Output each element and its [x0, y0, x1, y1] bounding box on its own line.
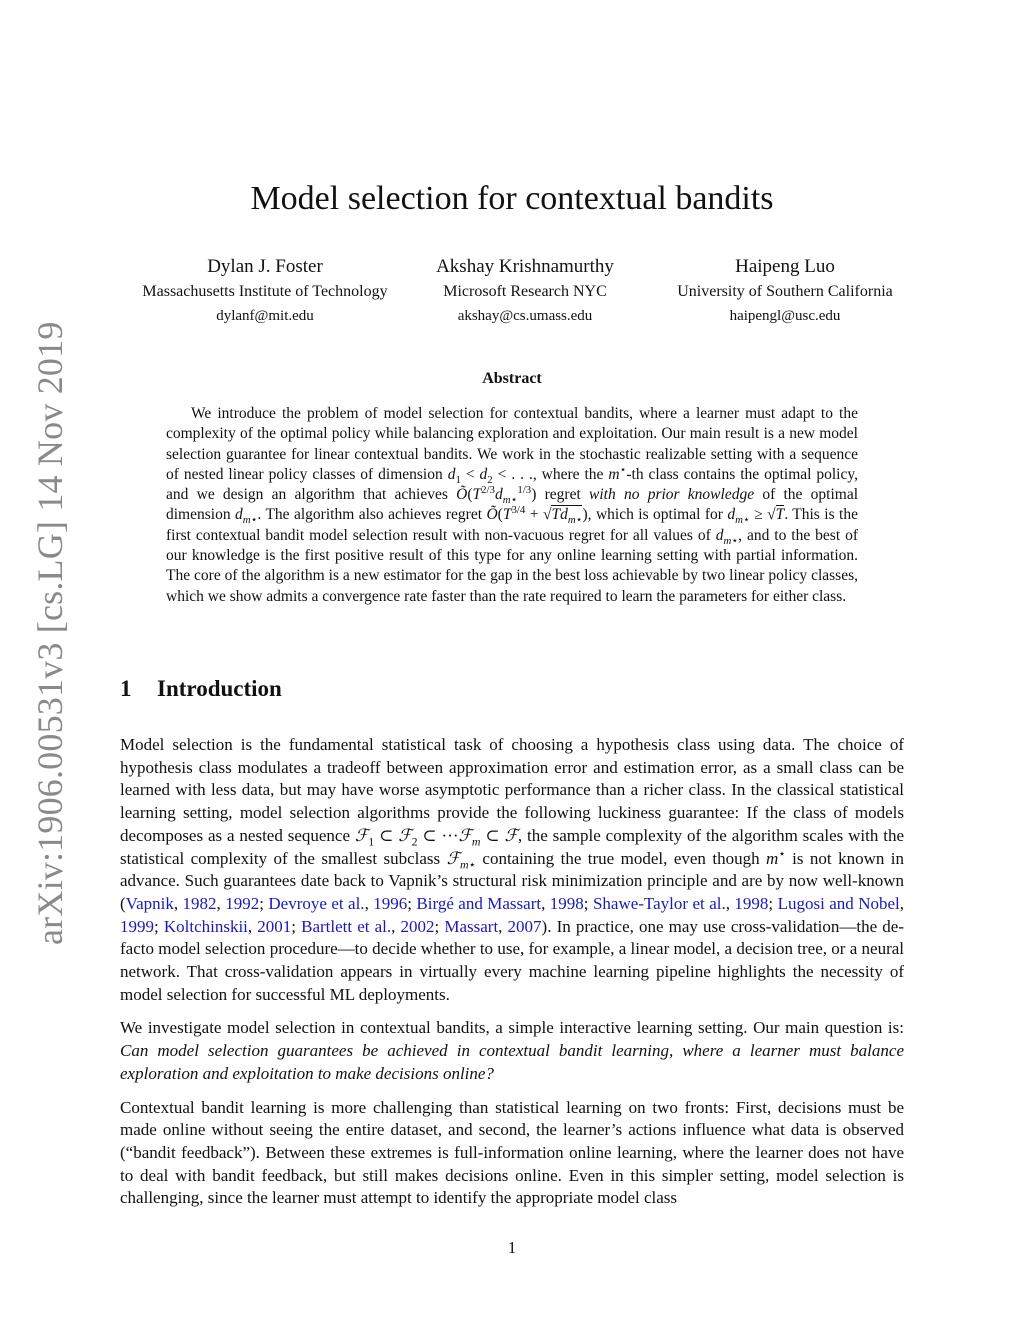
author-2 [410, 254, 640, 328]
citation-link[interactable]: 1992 [225, 893, 260, 913]
section-heading [120, 676, 282, 702]
citation-link[interactable]: 1998 [734, 893, 769, 913]
author-affiliation: Microsoft Research NYC [443, 283, 607, 300]
citation-link[interactable]: 2002 [400, 916, 435, 936]
paragraph: Contextual bandit learning is more challenging than statistical learning on two fronts: First, decisions must be made online without seeing the entire dataset, and second, the learner’s actions influence what data is observed (“bandit feedback”). Between these extremes is full-information online learning, where the learner does not have to deal with bandit feedback, but still makes decisions online. Even in this simpler setting, model selection is challenging, since the learner must attempt to identify the appropriate model class [120, 1097, 904, 1208]
citation-link[interactable]: Devroye et al. [268, 893, 365, 913]
citation-link[interactable]: Birgé and Massart [416, 893, 542, 913]
math-inline: d [715, 526, 724, 544]
paragraph: Model selection is the fundamental statistical task of choosing a hypothesis class using data. The choice of hypothesis class modulates a tradeoff between approximation error and estimation error, as a small class can be learned with less data, but may have worse asymptotic performance than a richer class. In the classical statistical learning setting, model selection algorithms provide the following luckiness guarantee: If the class of models decomposes as a nested sequence ℱ$_1$ ⊂ ℱ$_2$ ⊂ ···ℱ$_m$ ⊂ ℱ, the sample complexity of the algorithm scales with the statistical complexity of the smallest subclass ℱ$_{m⋆}$ containing the true model, even though m⋆ is not known in advance. Such guarantees date back to Vapnik’s structural risk minimization principle and are by now well-known (Vapnik, 1982, 1992; Devroye et al., 1996; Birgé and Massart, 1998; Shawe-Taylor et al., 1998; Lugosi and Nobel, 1999; Koltchinskii, 2001; Bartlett et al., 2002; Massart, 2007). In practice, one may use cross-validation—the de-facto model selection procedure—to decide whether to use, for example, a linear model, a decision tree, or a neural network. That cross-validation appears in virtually every machine learning pipeline highlights the necessity of model selection for successful ML deployments. [120, 735, 905, 1004]
author-email: akshay@cs.umass.edu [457, 308, 593, 324]
author-name: Haipeng Luo [735, 256, 835, 277]
citation-link[interactable]: Lugosi and Nobel [777, 893, 900, 913]
citation-link[interactable]: 1982 [182, 893, 217, 913]
text-run: We investigate model selection in contextual bandits, a simple interactive learning setting. Our main question is: [120, 1018, 904, 1038]
introduction-body [120, 734, 904, 1221]
math-inline: d [235, 506, 243, 524]
abstract-sentence: of the optimal dimension [166, 486, 859, 524]
citation-link[interactable]: 2001 [257, 916, 292, 936]
citation-link[interactable]: Shawe-Taylor et al. [592, 893, 726, 913]
citation-link[interactable]: 1998 [549, 893, 584, 913]
author-name: Akshay Krishnamurthy [436, 256, 614, 277]
citation-link[interactable]: 1996 [373, 893, 408, 913]
abstract-text: We introduce the problem of model selection for contextual bandits, where a learner must adapt to the complexity of the optimal policy while balancing exploration and exploitation. Our main result is a new model selection guarantee for linear contextual bandits. We work in the stochastic realizable setting with a sequence of nested linear policy classes of dimension $d_1 < d_2$ < . . ., where the m⋆-th class contains the optimal policy, and we design an algorithm that achieves $Õ(T^{2/3}d_{m⋆}^{1/3})$ regret with no prior knowledge of the optimal dimension $d_{m⋆}$. The algorithm also achieves regret $Õ(T^{3/4} + √Td_{m⋆})$, which is optimal for $d_{m⋆} \ge √T$. This is the first contextual bandit model selection result with non-vacuous regret for all values of $d_{m⋆}$, and to the best of our knowledge is the first positive result of this type for any online learning setting with partial information. The core of the algorithm is a new estimator for the gap in the best loss achievable by two linear policy classes, which we show admits a convergence rate faster than the rate required to learn the parameters for either class. [166, 405, 859, 605]
text-run: , the sample complexity of the algorithm scales with the statistical complexity of the smallest subclass [120, 825, 904, 868]
math-inline: m [766, 848, 779, 868]
author-3 [650, 254, 920, 328]
math-inline: ℱ [446, 848, 460, 868]
citation-link[interactable]: Bartlett et al. [301, 916, 392, 936]
abstract-sentence: -th class contains the optimal policy, and we design an algorithm that achieves [166, 465, 858, 504]
citation-link[interactable]: Koltchinskii [163, 916, 248, 936]
math-inline: ℱ [354, 825, 369, 845]
paper-title: Model selection for contextual bandits [250, 180, 774, 217]
abstract-sentence: regret [536, 486, 590, 504]
author-block [120, 254, 910, 334]
math-inline: d [447, 465, 456, 483]
citation-link[interactable]: Vapnik [125, 893, 174, 913]
citation-link[interactable]: 1999 [120, 916, 154, 936]
paragraph [120, 1017, 904, 1085]
arxiv-identifier: arXiv:1906.00531v3 [cs.LG] 14 Nov 2019 [30, 321, 70, 945]
abstract-sentence: . The algorithm also achieves regret [257, 506, 487, 524]
abstract-heading: Abstract [482, 370, 542, 387]
math-inline: $d_{m⋆} \ge √T$ [727, 506, 785, 527]
author-name: Dylan J. Foster [207, 256, 323, 277]
math-inline: $Õ(T^{2/3}d_{m⋆}^{1/3})$ [456, 484, 537, 507]
main-question: Can model selection guarantees be achieved in contextual bandit learning, where a learner must balance exploration and exploitation to make decisions online? [120, 1041, 904, 1083]
abstract-sentence: , where the [532, 465, 609, 483]
author-1 [120, 254, 410, 328]
author-email: haipengl@usc.edu [729, 308, 841, 324]
citation-link[interactable]: Massart [444, 916, 499, 936]
text-run: containing the true model, even though [475, 848, 766, 868]
math-inline: $Õ(T^{3/4} + √Td_{m⋆})$ [486, 504, 588, 527]
citation-link[interactable]: 2007 [507, 916, 542, 936]
math-inline: m [608, 465, 620, 483]
author-affiliation: University of Southern California [677, 283, 893, 300]
section-title: Introduction [157, 676, 282, 701]
abstract-emphasis: with no prior knowledge [589, 486, 755, 504]
section-number: 1 [120, 676, 132, 701]
abstract-sentence: , which is optimal for [587, 506, 728, 524]
abstract-sentence: We introduce the problem of model selection for contextual bandits, where a learner must adapt to the complexity of the optimal policy while balancing exploration and exploitation. Our main result is a new model selection guarantee for linear contextual bandits. We work in the stochastic realizable setting with a sequence of nested linear policy classes of dimension [166, 405, 858, 483]
abstract-sentence: , and to the best of our knowledge is the first positive result of this type for any online learning setting with partial information. The core of the algorithm is a new estimator for the gap in the best loss achievable by two linear policy classes, which we show admits a convergence rate faster than the rate required to learn the parameters for either class. [166, 526, 858, 605]
abstract-sentence: . This is the first contextual bandit model selection result with non-vacuous regret for all values of [166, 506, 858, 544]
text-run: ). In practice, one may use cross-validation—the de-facto model selection procedure—to decide whether to use, for example, a linear model, a decision tree, or a neural network. That cross-validation appears in virtually every machine learning pipeline highlights the necessity of model selection for successful ML deployments. [120, 916, 904, 1004]
page-number: 1 [507, 1238, 517, 1257]
author-affiliation: Massachusetts Institute of Technology [142, 283, 388, 300]
text-run: is not known in advance. Such guarantees date back to Vapnik’s structural risk minimization principle and are by now well-known ( [120, 848, 905, 913]
author-email: dylanf@mit.edu [216, 308, 314, 324]
text-run: Model selection is the fundamental statistical task of choosing a hypothesis class using data. The choice of hypothesis class modulates a tradeoff between approximation error and estimation error, as a small class can be learned with less data, but may have worse asymptotic performance than a richer class. In the classical statistical learning setting, model selection algorithms provide the following luckiness guarantee: If the class of models decomposes as a nested sequence [120, 735, 904, 845]
